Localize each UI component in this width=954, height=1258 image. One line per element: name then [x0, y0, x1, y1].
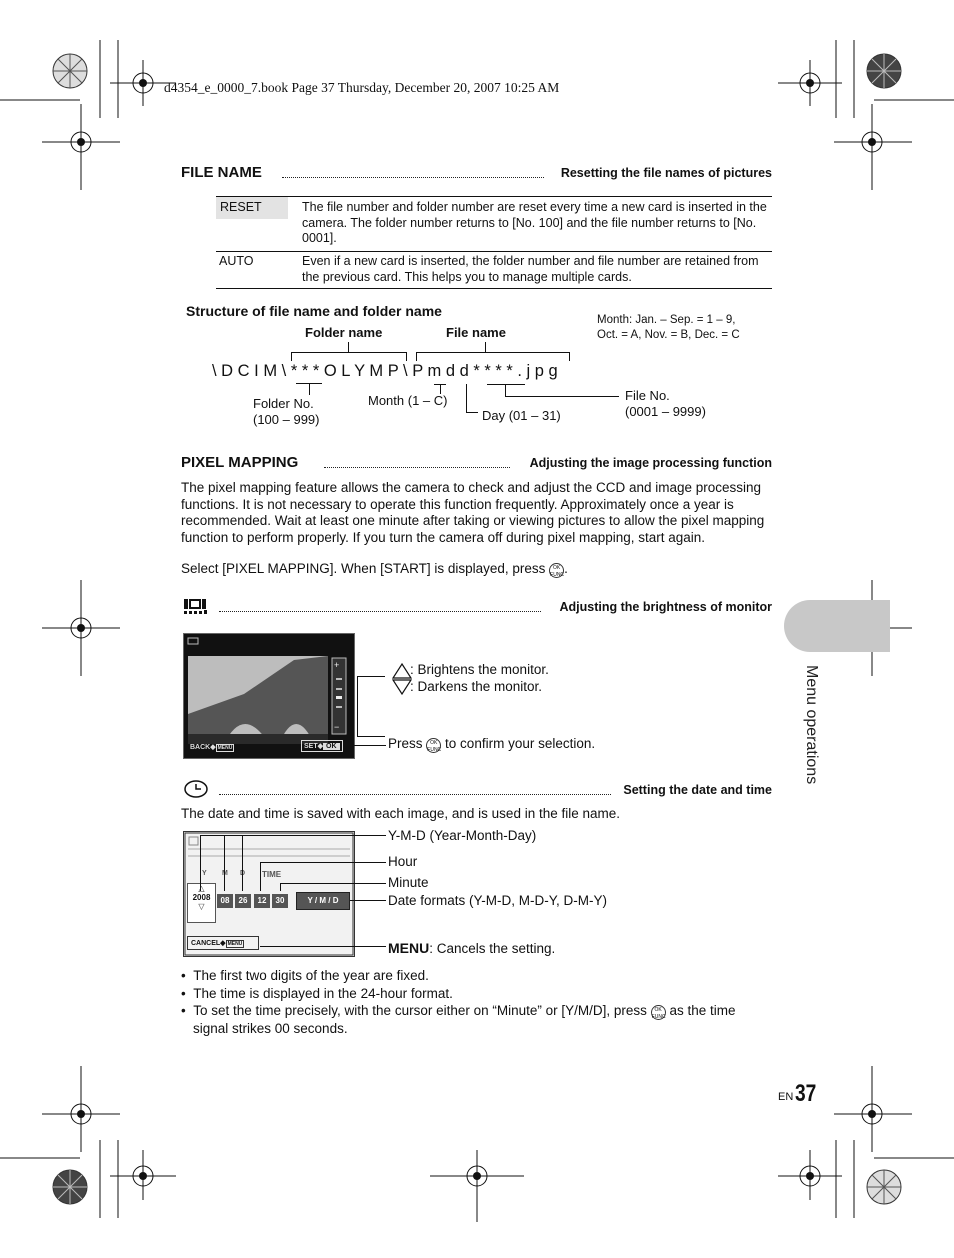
print-header: d4354_e_0000_7.book Page 37 Thursday, December 20, 2007 10:25 AM	[164, 80, 560, 95]
file-no-range: (0001 – 9999)	[625, 404, 706, 419]
callout-line	[350, 900, 386, 901]
callout-line	[260, 862, 386, 863]
pixel-mapping-select	[181, 561, 568, 578]
folder-no-range: (100 – 999)	[253, 412, 320, 427]
select-text: Select [PIXEL MAPPING]. When [START] is displayed, press	[181, 561, 546, 576]
callout-line	[357, 736, 385, 737]
bullet-item: • To set the time precisely, with the cursor either on “Minute” or [Y/M/D], press OK FUNC as the time	[181, 1003, 736, 1020]
file-name-heading: FILE NAME	[181, 164, 262, 181]
leader-dots	[282, 177, 544, 178]
bracket-stem	[485, 342, 486, 352]
svg-text:−: −	[334, 722, 340, 732]
file-name-label: File name	[446, 325, 506, 340]
page-lang: EN	[778, 1091, 794, 1103]
file-name-lead: Resetting the file names of pictures	[560, 166, 772, 180]
ymd-label: Y-M-D (Year-Month-Day)	[388, 828, 537, 843]
leader-dots	[219, 611, 541, 612]
month-label: Month (1 – C)	[368, 393, 448, 408]
section-tab-label: Menu operations	[803, 665, 820, 785]
lcd-m-label: M	[222, 870, 228, 877]
pixel-mapping-heading: PIXEL MAPPING	[181, 454, 299, 471]
table-rule	[216, 288, 772, 289]
lcd-cancel: CANCEL◆ MENU	[187, 936, 259, 950]
callout-line	[357, 676, 385, 677]
lcd-y-label: Y	[202, 870, 207, 877]
folder-no-label: Folder No.	[253, 396, 314, 411]
file-path: \ D C I M \ * * * O L Y M P \ P m d d * * * * . j p g	[212, 362, 558, 380]
darken-text: : Darkens the monitor.	[410, 679, 543, 694]
confirm-text: to confirm your selection.	[445, 736, 596, 751]
bullet-item: • The first two digits of the year are fixed.	[181, 968, 429, 983]
lcd-month: 08	[217, 894, 233, 908]
up-arrow-icon	[392, 663, 412, 679]
lcd-date-format: Y / M / D	[296, 892, 350, 910]
pixel-mapping-body: The pixel mapping feature allows the camera to check and adjust the CCD and image processing functions. It is not necessary to operate this function frequently. Approximately once a year is recommended. Wait at least one minute after taking or viewing pictures to allow the pixel mapping function to perform properly. If you turn the camera off during pixel mapping, start again.	[181, 480, 765, 545]
section-tab	[784, 600, 890, 652]
press-text: Press	[388, 736, 423, 751]
connector	[466, 384, 467, 412]
select-end: .	[564, 561, 568, 576]
lcd-back-label: BACK◆ MENU	[190, 744, 233, 751]
monitor-brightness-icon	[182, 598, 210, 616]
table-rule	[216, 251, 772, 252]
callout-line	[260, 862, 261, 891]
lcd-minute: 30	[272, 894, 288, 908]
lcd-day: 26	[235, 894, 251, 908]
page-number: 37	[795, 1080, 817, 1107]
callout-line	[200, 835, 201, 891]
callout-line	[354, 745, 386, 746]
cancel-label	[388, 940, 555, 958]
file-bracket	[416, 352, 570, 361]
auto-desc: Even if a new card is inserted, the folder number and file number are retained from the previous card. This helps you to manage multiple cards.	[302, 254, 759, 284]
menu-key: MENU	[388, 940, 430, 956]
ok-button-icon: OK FUNC	[651, 1007, 666, 1020]
connector	[505, 384, 506, 396]
date-formats-label: Date formats (Y-M-D, M-D-Y, D-M-Y)	[388, 893, 608, 908]
month-note-1: Month: Jan. – Sep. = 1 – 9,	[597, 314, 736, 326]
structure-heading: Structure of file name and folder name	[186, 303, 442, 319]
lcd-d-label: D	[240, 870, 246, 877]
leader-dots	[219, 794, 611, 795]
lcd-monitor-screen	[183, 633, 355, 759]
reset-label: RESET	[220, 200, 262, 214]
bracket-stem	[348, 342, 349, 352]
reset-desc: The file number and folder number are reset every time a new card is inserted in the camera. The folder number returns to [No. 100] and the file number returns to [No. 0001].	[302, 200, 767, 245]
month-note-2: Oct. = A, Nov. = B, Dec. = C	[597, 329, 740, 341]
pixel-mapping-lead: Adjusting the image processing function	[529, 456, 772, 470]
connector	[505, 396, 619, 397]
connector	[487, 384, 525, 385]
connector	[466, 412, 478, 413]
file-no-label: File No.	[625, 388, 670, 403]
clock-icon	[183, 780, 209, 798]
hour-label: Hour	[388, 854, 418, 869]
ok-button-icon: OK FUNC	[550, 565, 565, 578]
lcd-time-label: TIME	[262, 870, 282, 879]
callout-line	[280, 883, 386, 884]
callout-line	[224, 835, 225, 891]
svg-text:+: +	[334, 660, 340, 670]
connector	[309, 383, 310, 395]
down-arrow-icon	[392, 679, 412, 695]
table-rule	[216, 196, 772, 197]
bullet-item: • The time is displayed in the 24-hour format.	[181, 986, 453, 1001]
callout-line	[280, 883, 281, 891]
auto-label: AUTO	[219, 254, 254, 268]
folder-name-label: Folder name	[305, 325, 383, 340]
lcd-hour: 12	[254, 894, 270, 908]
callout-line	[240, 835, 246, 891]
day-label: Day (01 – 31)	[482, 408, 561, 423]
cancel-text: : Cancels the setting.	[429, 941, 556, 956]
datetime-body: The date and time is saved with each image, and is used in the file name.	[181, 806, 621, 821]
callout-line	[260, 946, 386, 947]
callout-line	[357, 676, 358, 736]
press-ok-text	[388, 736, 595, 753]
ok-button-icon: OK FUNC	[427, 740, 442, 753]
monitor-lead: Adjusting the brightness of monitor	[559, 600, 772, 614]
brighten-text: : Brightens the monitor.	[410, 662, 549, 677]
leader-dots	[324, 467, 510, 468]
datetime-lead: Setting the date and time	[623, 783, 772, 797]
folder-bracket	[291, 352, 407, 361]
lcd-datetime-screen	[183, 831, 355, 957]
lcd-set-ok: SET◆ OK	[301, 740, 343, 752]
callout-line	[200, 835, 386, 836]
bullet-continuation: signal strikes 00 seconds.	[193, 1021, 348, 1036]
lcd-year-box: △ 2008 ▽	[187, 883, 216, 923]
minute-label: Minute	[388, 875, 429, 890]
